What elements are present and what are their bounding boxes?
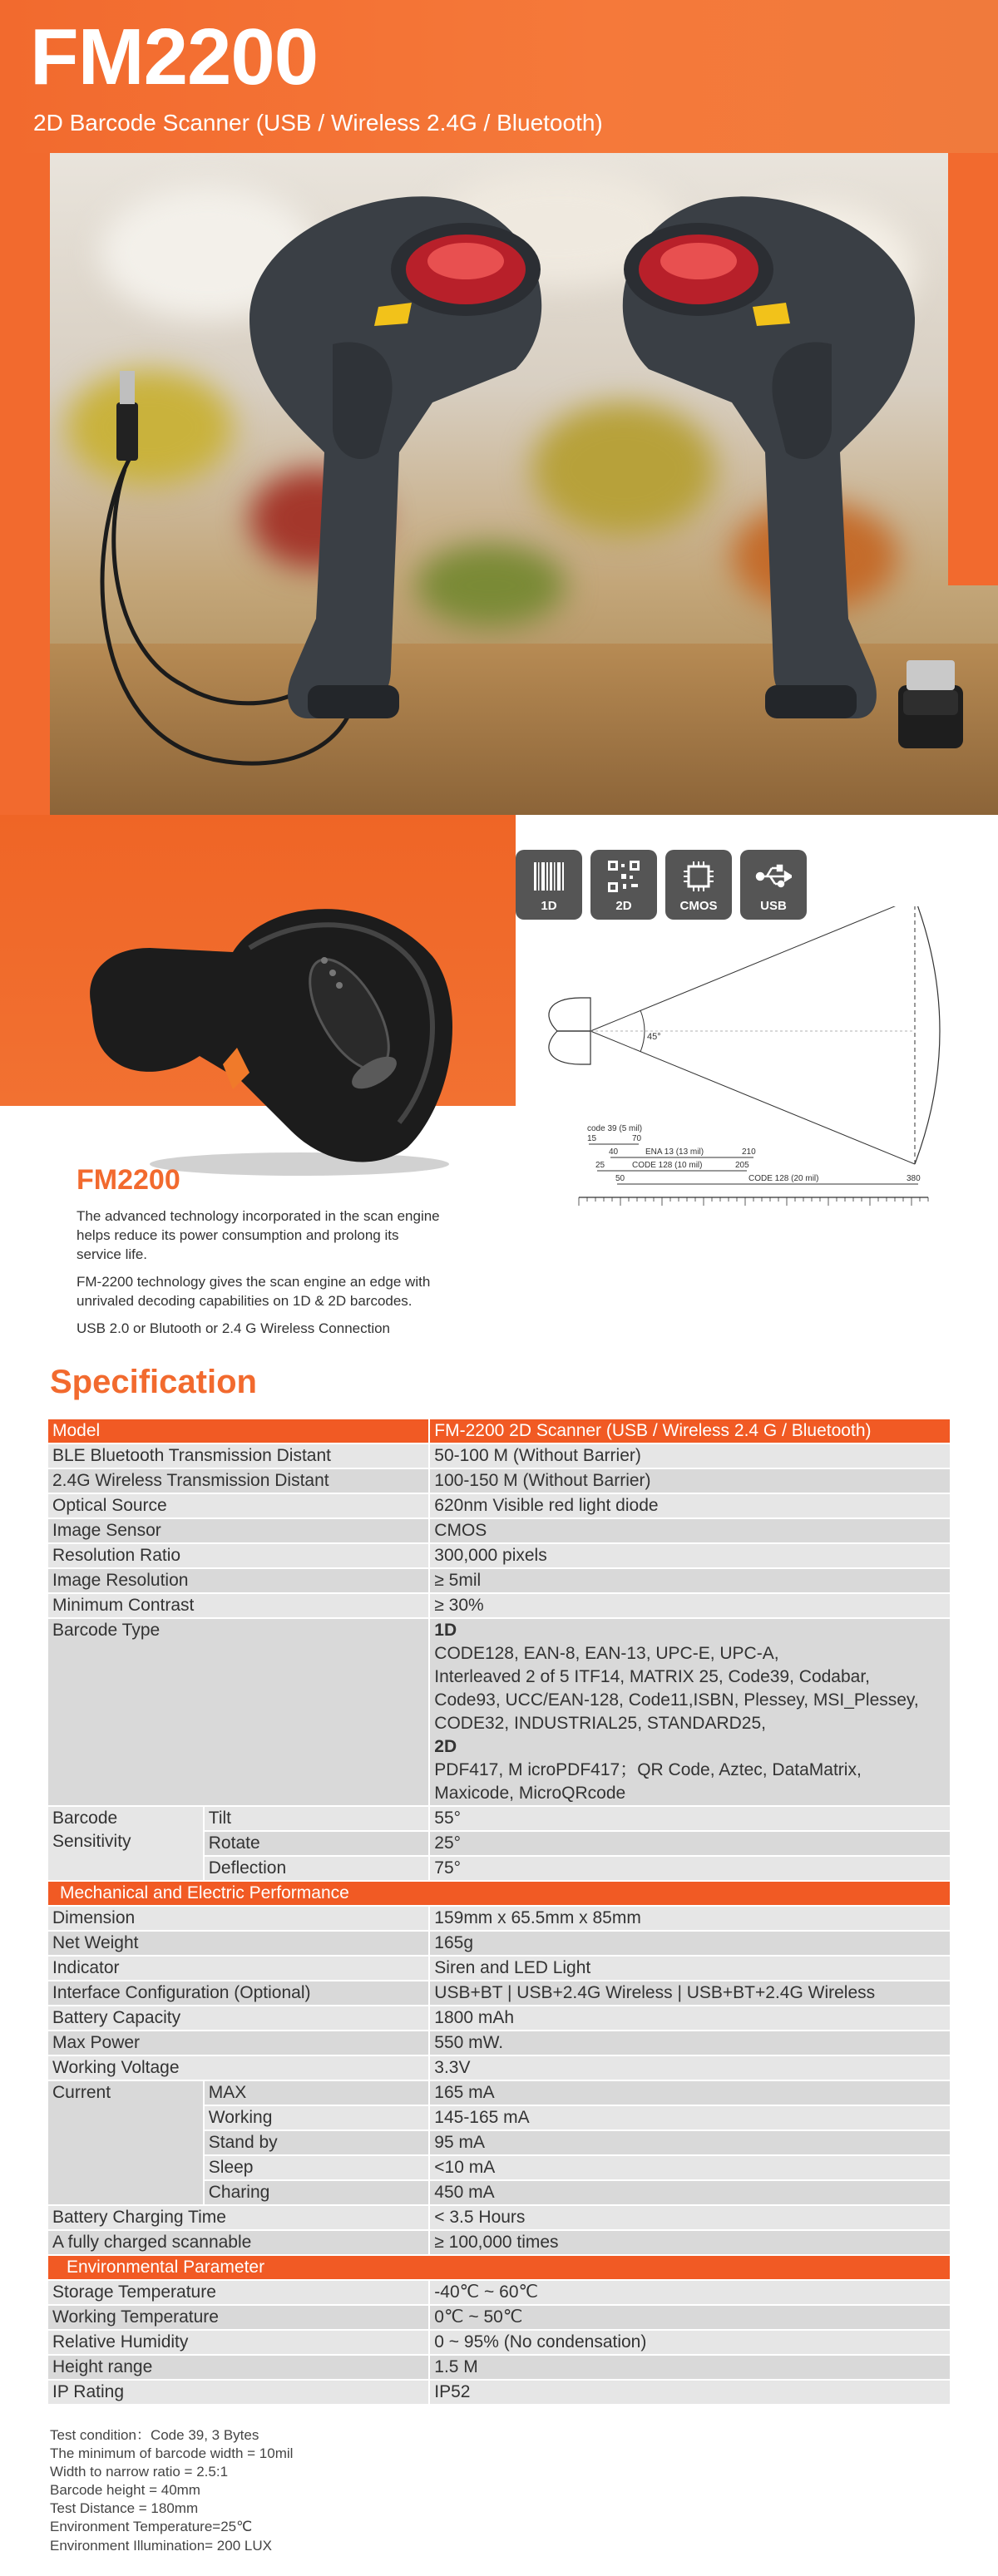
spec-row — [47, 1981, 951, 2006]
diagram-row-3-end: 205 — [735, 1161, 749, 1170]
barcode-2d-heading: 2D — [434, 1737, 457, 1756]
test-conditions — [50, 2426, 293, 2555]
spec-value: 165 mA — [429, 2080, 951, 2105]
spec-key: Battery Charging Time — [47, 2205, 429, 2230]
scanner-illustration — [0, 153, 998, 815]
spec-row — [47, 2006, 951, 2031]
spec-value: 100-150 M (Without Barrier) — [429, 1468, 951, 1493]
spec-row — [47, 1956, 951, 1981]
spec-key: Working Voltage — [47, 2055, 429, 2080]
test-note: Width to narrow ratio = 2.5:1 — [50, 2464, 229, 2480]
diagram-angle-label: 45° — [647, 1032, 661, 1042]
diagram-row-4-start: 50 — [615, 1174, 625, 1183]
barcode-line: CODE32, INDUSTRIAL25, STANDARD25, — [434, 1714, 767, 1733]
product-model-title: FM2200 — [30, 12, 319, 101]
spec-key: A fully charged scannable — [47, 2230, 429, 2255]
spec-row — [47, 1443, 951, 1468]
spec-value: 0 ~ 95% (No condensation) — [429, 2330, 951, 2355]
section-title-environment: Environmental Parameter — [47, 2255, 951, 2280]
usb-plug — [116, 402, 138, 461]
spec-value: 50-100 M (Without Barrier) — [429, 1443, 951, 1468]
scanner-product-shot — [75, 881, 466, 1181]
spec-value: ≥ 5mil — [429, 1568, 951, 1593]
spec-key: Battery Capacity — [47, 2006, 429, 2031]
spec-value: 620nm Visible red light diode — [429, 1493, 951, 1518]
spec-value: 25° — [429, 1831, 951, 1856]
spec-subkey: Deflection — [204, 1856, 430, 1881]
intro-paragraph: USB 2.0 or Blutooth or 2.4 G Wireless Connection — [77, 1320, 391, 1336]
spec-key: Minimum Contrast — [47, 1593, 429, 1618]
spec-row — [47, 2280, 951, 2305]
spec-key: Net Weight — [47, 1931, 429, 1956]
spec-section-header — [47, 2255, 951, 2280]
diagram-row-3-label: CODE 128 (10 mil) — [632, 1161, 703, 1170]
spec-subkey: Tilt — [204, 1806, 430, 1831]
feature-2d-label: 2D — [615, 899, 632, 913]
spec-value: 75° — [429, 1856, 951, 1881]
spec-value: 1.5 M — [429, 2355, 951, 2380]
diagram-row-4-label: CODE 128 (20 mil) — [748, 1174, 819, 1183]
barcode-line: PDF417, M icroPDF417；QR Code, Aztec, DataMatrix, — [434, 1760, 862, 1779]
spec-row — [47, 2055, 951, 2080]
test-note: Test condition：Code 39, 3 Bytes — [50, 2427, 259, 2443]
test-note: Test Distance = 180mm — [50, 2500, 199, 2517]
spec-key: BLE Bluetooth Transmission Distant — [47, 1443, 429, 1468]
test-note: Environment Temperature=25℃ — [50, 2519, 253, 2535]
spec-value: < 3.5 Hours — [429, 2205, 951, 2230]
barcode-1d-icon — [516, 858, 582, 895]
diagram-row-1-end: 70 — [632, 1134, 642, 1143]
spec-row — [47, 1931, 951, 1956]
barcode-line: Interleaved 2 of 5 ITF14, MATRIX 25, Code39, Codabar, — [434, 1667, 871, 1686]
spec-subkey: Charing — [204, 2180, 430, 2205]
spec-key: Image Resolution — [47, 1568, 429, 1593]
spec-value: 55° — [429, 1806, 951, 1831]
spec-value: 550 mW. — [429, 2031, 951, 2055]
spec-row — [47, 2230, 951, 2255]
diagram-row-1-label: code 39 (5 mil) — [587, 1124, 643, 1133]
spec-row — [47, 1568, 951, 1593]
spec-row — [47, 2305, 951, 2330]
spec-value: IP52 — [429, 2380, 951, 2405]
diagram-row-3-start: 25 — [595, 1161, 605, 1170]
spec-row — [47, 2330, 951, 2355]
diagram-row-2-start: 40 — [609, 1147, 619, 1157]
spec-key: IP Rating — [47, 2380, 429, 2405]
diagram-row-2-end: 210 — [742, 1147, 756, 1157]
spec-key: Storage Temperature — [47, 2280, 429, 2305]
spec-key: Barcode Type — [47, 1618, 429, 1806]
spec-row — [47, 1906, 951, 1931]
spec-row — [47, 1518, 951, 1543]
spec-value: ≥ 30% — [429, 1593, 951, 1618]
spec-key: Barcode Sensitivity — [47, 1806, 204, 1881]
spec-key: Model — [47, 1419, 429, 1443]
spec-key: Working Temperature — [47, 2305, 429, 2330]
spec-value: ≥ 100,000 times — [429, 2230, 951, 2255]
spec-row — [47, 2380, 951, 2405]
spec-key: Height range — [47, 2355, 429, 2380]
product-subtitle: 2D Barcode Scanner (USB / Wireless 2.4G / Bluetooth) — [33, 110, 603, 136]
spec-value: 450 mA — [429, 2180, 951, 2205]
spec-value: 3.3V — [429, 2055, 951, 2080]
test-note: Barcode height = 40mm — [50, 2482, 200, 2499]
spec-key: Relative Humidity — [47, 2330, 429, 2355]
spec-section-header — [47, 1881, 951, 1906]
spec-value: 95 mA — [429, 2130, 951, 2155]
spec-row — [47, 2205, 951, 2230]
diagram-row-1-start: 15 — [587, 1134, 597, 1143]
barcode-line: CODE128, EAN-8, EAN-13, UPC-E, UPC-A, — [434, 1644, 779, 1663]
intro-title: FM2200 — [77, 1164, 180, 1196]
diagram-row-4-end: 380 — [907, 1174, 921, 1183]
spec-key: Dimension — [47, 1906, 429, 1931]
usb-icon — [740, 858, 807, 895]
spec-row — [47, 1468, 951, 1493]
scanner-left — [250, 196, 541, 718]
spec-title: Specification — [50, 1364, 257, 1400]
spec-value: 300,000 pixels — [429, 1543, 951, 1568]
spec-value: FM-2200 2D Scanner (USB / Wireless 2.4 G / Bluetooth) — [429, 1419, 951, 1443]
spec-subkey: Working — [204, 2105, 430, 2130]
barcode-line: Maxicode, MicroQRcode — [434, 1784, 626, 1803]
spec-value: 165g — [429, 1931, 951, 1956]
chip-icon — [665, 858, 732, 895]
spec-row-barcode-type — [47, 1618, 951, 1806]
spec-key: Current — [47, 2080, 204, 2205]
spec-value: USB+BT | USB+2.4G Wireless | USB+BT+2.4G Wireless — [429, 1981, 951, 2006]
spec-subkey: Rotate — [204, 1831, 430, 1856]
intro-paragraph: FM-2200 technology gives the scan engine an edge with unrivaled decoding capabilities on 1D & 2D barcodes. — [77, 1273, 431, 1309]
qr-code-icon — [590, 858, 657, 895]
spec-key: Interface Configuration (Optional) — [47, 1981, 429, 2006]
spec-value: -40℃ ~ 60℃ — [429, 2280, 951, 2305]
spec-key: Optical Source — [47, 1493, 429, 1518]
spec-key: Image Sensor — [47, 1518, 429, 1543]
spec-value: <10 mA — [429, 2155, 951, 2180]
spec-value: 145-165 mA — [429, 2105, 951, 2130]
spec-header-row — [47, 1419, 951, 1443]
intro-description — [77, 1207, 442, 1347]
spec-row — [47, 1493, 951, 1518]
spec-value: 159mm x 65.5mm x 85mm — [429, 1906, 951, 1931]
spec-value: Siren and LED Light — [429, 1956, 951, 1981]
spec-row — [47, 1593, 951, 1618]
spec-row — [47, 2355, 951, 2380]
spec-row — [47, 1543, 951, 1568]
spec-key: Max Power — [47, 2031, 429, 2055]
spec-key: Resolution Ratio — [47, 1543, 429, 1568]
spec-table — [47, 1418, 951, 2406]
section-title-mechanical: Mechanical and Electric Performance — [47, 1881, 951, 1906]
barcode-1d-heading: 1D — [434, 1621, 457, 1640]
spec-value: 0℃ ~ 50℃ — [429, 2305, 951, 2330]
spec-subkey: Sleep — [204, 2155, 430, 2180]
spec-subkey: MAX — [204, 2080, 430, 2105]
hero-photo — [0, 153, 998, 815]
spec-key: 2.4G Wireless Transmission Distant — [47, 1468, 429, 1493]
spec-value: CMOS — [429, 1518, 951, 1543]
wireless-dongle — [898, 660, 963, 748]
test-note: The minimum of barcode width = 10mil — [50, 2445, 294, 2462]
intro-paragraph: The advanced technology incorporated in the scan engine helps reduce its power consumption and prolong its service life. — [77, 1208, 440, 1262]
scanner-right — [623, 196, 915, 718]
spec-value-barcode-list — [429, 1618, 951, 1806]
spec-row — [47, 2080, 951, 2105]
spec-key: Indicator — [47, 1956, 429, 1981]
feature-cmos-label: CMOS — [679, 899, 718, 913]
spec-subkey: Stand by — [204, 2130, 430, 2155]
spec-row — [47, 1806, 951, 1831]
scan-range-diagram — [541, 906, 956, 1222]
barcode-line: Code93, UCC/EAN-128, Code11,ISBN, Plessey, MSI_Plessey, — [434, 1690, 919, 1710]
diagram-row-2-label: ENA 13 (13 mil) — [645, 1147, 704, 1157]
header-banner — [0, 0, 998, 153]
spec-row — [47, 2031, 951, 2055]
feature-usb-label: USB — [760, 899, 787, 913]
spec-value: 1800 mAh — [429, 2006, 951, 2031]
test-note: Environment Illumination= 200 LUX — [50, 2537, 272, 2554]
feature-1d-label: 1D — [541, 899, 557, 913]
